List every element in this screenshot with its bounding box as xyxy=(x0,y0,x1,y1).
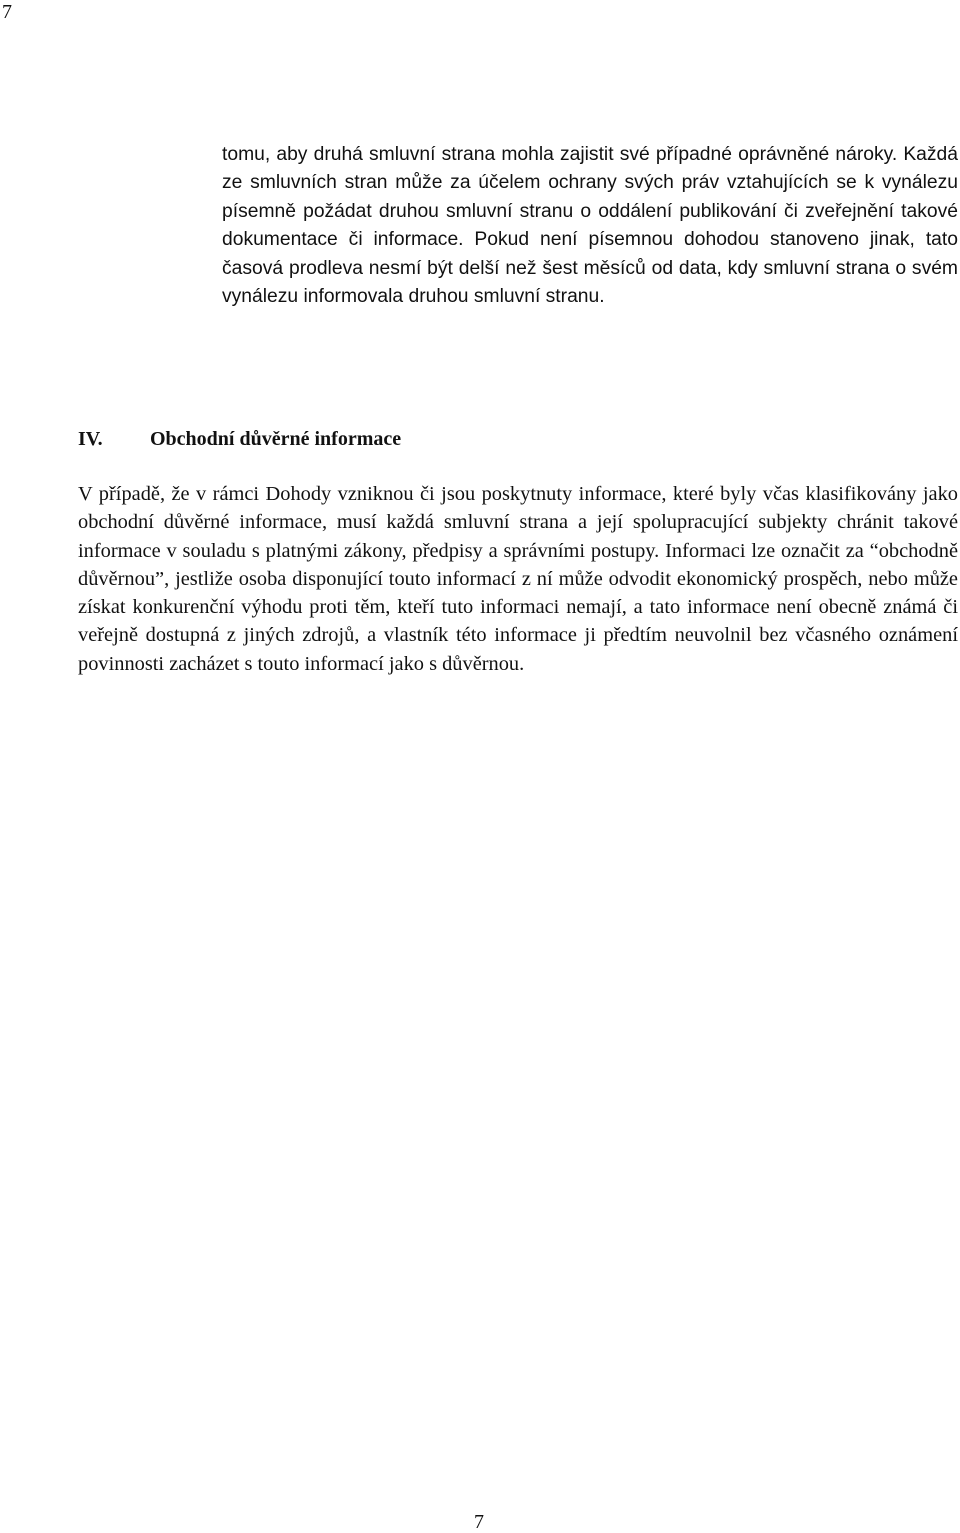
section-body-paragraph: V případě, že v rámci Dohody vzniknou či jsou poskytnuty informace, které byly včas klasifikovány jako obchodní důvěrné informace, musí každá smluvní strana a její spolupracující subjekty chránit takové informace v souladu s platnými zákony, předpisy a správními postupy. Informaci lze označit za “obchodně důvěrnou”, jestliže osoba disponující touto informací z ní může odvodit ekonomický prospěch, nebo může získat konkurenční výhodu proti těm, kteří tuto informaci nemají, a tato informace není obecně známá či veřejně dostupná z jiných zdrojů, a vlastník této informace ji předtím neuvolnil bez včasného oznámení povinnosti zacházet s touto informací jako s důvěrnou. xyxy=(78,483,958,675)
section-title: Obchodní důvěrné informace xyxy=(150,428,402,450)
page-number-top: 7 xyxy=(2,1,12,23)
section-number: IV. xyxy=(78,428,103,450)
page-number-bottom: 7 xyxy=(474,1511,484,1533)
continuation-paragraph: tomu, aby druhá smluvní strana mohla zajistit své případné oprávněné nároky. Každá ze smluvních stran může za účelem ochrany svých práv vztahujících se k vynálezu písemně požádat druhou smluvní stranu o oddálení publikování či zveřejnění takové dokumentace či informace. Pokud není písemnou dohodou stanoveno jinak, tato časová prodleva nesmí být delší než šest měsíců od data, kdy smluvní strana o svém vynálezu informovala druhou smluvní stranu. xyxy=(222,144,958,308)
